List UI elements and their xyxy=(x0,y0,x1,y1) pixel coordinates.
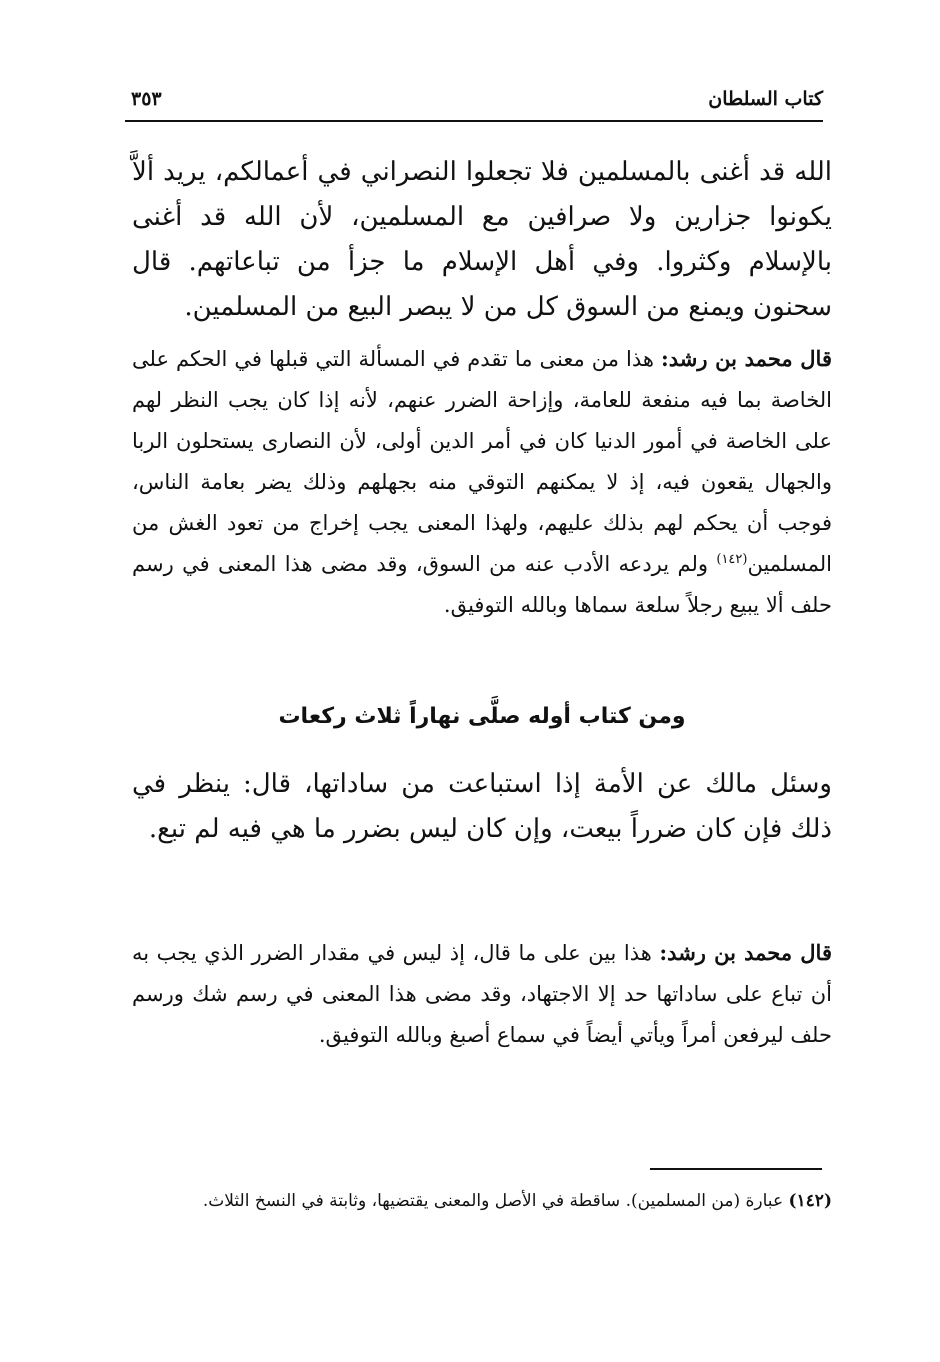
commentary-lead: قال محمد بن رشد: xyxy=(660,346,832,371)
footnote-separator xyxy=(650,1168,822,1170)
paragraph-2-text-a: هذا من معنى ما تقدم في المسألة التي قبلها في الحكم على الخاصة بما فيه منفعة للعامة، وإزاحة الضرر عنهم، لأنه إذا كان يجب النظر لهم على الخاصة في أمور الدنيا كان في أمر الدين أولى، لأن النصارى يستحلون الربا والجهال يقعون فيه، إذ لا يمكنهم التوقي منه بجهلهم وذلك يضر بعامة الناس، فوجب أن يحكم لهم بذلك عليهم، ولهذا المعنى يجب إخراج من تعود الغش من المسلمين xyxy=(132,347,832,576)
paragraph-1 xyxy=(132,150,832,330)
paragraph-4-text: هذا بين على ما قال، إذ ليس في مقدار الضرر الذي يجب به أن تباع على ساداتها حد إلا الاجتهاد، وقد مضى هذا المعنى في رسم شك ورسم حلف ليرفعن أمراً ويأتي أيضاً في سماع أصبغ وبالله التوفيق. xyxy=(132,941,832,1047)
paragraph-2 xyxy=(132,338,832,626)
paragraph-4 xyxy=(132,932,832,1056)
footnote-number: (١٤٢) xyxy=(788,1191,832,1211)
section-heading: ومن كتاب أوله صلَّى نهاراً ثلاث ركعات xyxy=(278,704,686,729)
paragraph-3 xyxy=(132,762,832,852)
page-header xyxy=(125,82,823,122)
commentary-lead-2: قال محمد بن رشد: xyxy=(659,940,832,965)
paragraph-1-text: الله قد أغنى بالمسلمين فلا تجعلوا النصراني في أعمالكم، يريد ألاَّ يكونوا جزارين ولا صرافين مع المسلمين، لأن الله قد أغنى بالإسلام وكثروا. وفي أهل الإسلام ما جزأ من تباعاتهم. قال سحنون ويمنع من السوق كل من لا يبصر البيع من المسلمين. xyxy=(132,157,832,322)
footnote-text: عبارة (من المسلمين). ساقطة في الأصل والمعنى يقتضيها، وثابتة في النسخ الثلاث. xyxy=(202,1191,789,1211)
paragraph-3-text: وسئل مالك عن الأمة إذا استباعت من ساداتها، قال: ينظر في ذلك فإن كان ضرراً بيعت، وإن كان ليس بضرر ما هي فيه لم تبع. xyxy=(132,769,832,844)
footnote-reference: (١٤٢) xyxy=(716,552,748,567)
paragraph-2-text-b: ولم يردعه الأدب عنه من السوق، وقد مضى هذا المعنى في رسم حلف ألا يبيع رجلاً سلعة سماها وبالله التوفيق. xyxy=(132,552,832,617)
running-title: كتاب السلطان xyxy=(708,88,823,110)
footnote xyxy=(132,1184,832,1218)
page-number: ٣٥٣ xyxy=(131,88,162,110)
